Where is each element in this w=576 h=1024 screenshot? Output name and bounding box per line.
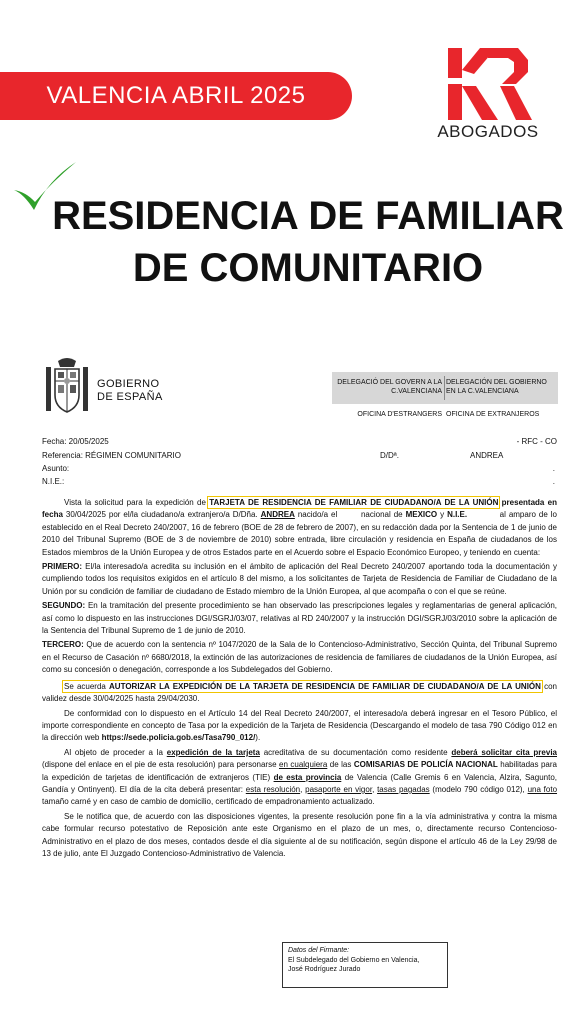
- coat-of-arms-icon: [44, 357, 90, 417]
- meta-row-fecha: [42, 437, 557, 448]
- asunto-dot: .: [552, 464, 555, 473]
- meta-row-nie: [42, 477, 557, 488]
- office-spanish: OFICINA DE EXTRANJEROS: [446, 411, 540, 418]
- nationality: MEXICO: [405, 510, 438, 520]
- delegation-divider: [444, 376, 445, 400]
- delegation-valencian: DELEGACIÓ DEL GOVERN A LA C.VALENCIANA: [337, 379, 442, 395]
- applicant-name-inline: ANDREA: [260, 510, 295, 520]
- kr-logo-icon: [440, 40, 536, 128]
- meta-row-asunto: [42, 464, 557, 475]
- fecha-text: Fecha: 20/05/2025: [42, 437, 109, 446]
- gov-line-2: DE ESPAÑA: [97, 391, 163, 403]
- signer-line-1: El Subdelegado del Gobierno en Valencia,: [288, 956, 420, 964]
- government-name: [97, 378, 163, 404]
- highlight-acuerda: Se acuerda AUTORIZAR LA EXPEDICIÓN DE LA TARJETA DE RESIDENCIA DE FAMILIAR DE CIUDADANO/A DE LA UNIÓN: [64, 681, 541, 691]
- paragraph-cita: Al objeto de proceder a la expedición de la tarjeta acreditativa de su documentación como residente deberá solicitar cita previa (dispone del enlace en el pie de esta resolución) para personarse en cualquiera de las COMISARIAS DE POLICÍA NACIONAL habilitadas para la expedición de tarjetas de identificación de extranjeros (TIE) de esta provincia de Valencia (Calle Gremis 6 en Valencia, Alzira, Sagunto, Gandía y Ontinyent). El día de la cita deberá presentar: esta resolución, pasaporte en vigor, tasas pagadas (modelo 790 código 012), una foto tamaño carné y en caso de cambio de domicilio, certificado de empadronamiento actualizado.: [42, 747, 558, 807]
- referencia-text: Referencia: RÉGIMEN COMUNITARIO: [42, 451, 181, 460]
- paragraph-recurso: Se le notifica que, de acuerdo con las disposiciones vigentes, la presente resolución pone fin a la vía administrativa y contra la misma cabe formular recurso potestativo de Reposición ante este Organismo en el plazo de un mes, o, directamente recurso Contencioso-Administrativo en el plazo de dos meses, contados desde el día siguiente al de su notificación, según dispone el artículo 46 de la Ley 29/98 de 13 de julio, ante El Juzgado Contencioso-Administrativo de Valencia.: [42, 811, 557, 858]
- page-title: [40, 190, 576, 294]
- signer-line-2: José Rodríguez Jurado: [288, 966, 361, 973]
- reference-code: - RFC - CO: [516, 437, 557, 446]
- applicant-name: ANDREA: [470, 451, 504, 460]
- resolution-body: [42, 497, 557, 862]
- asunto-label: Asunto:: [42, 464, 70, 473]
- signer-box: [282, 942, 448, 988]
- nie-label: N.I.E.:: [42, 477, 65, 486]
- dda-label: D/Dª.: [380, 451, 399, 460]
- signer-label: Datos del Firmante:: [288, 947, 350, 954]
- tasa-url-link[interactable]: https://sede.policia.gob.es/Tasa790_012/: [101, 733, 256, 743]
- gov-line-1: GOBIERNO: [97, 378, 160, 390]
- banner-text: VALENCIA ABRIL 2025: [46, 82, 306, 109]
- paragraph-solicitud: Vista la solicitud para la expedición de TARJETA DE RESIDENCIA DE FAMILIAR DE CIUDADANO/A DE LA UNIÓN presentada en fecha 30/04/2025 por el/la ciudadano/a extranjero/a D/Dña. ANDREA nacido/a el nacional de MEXICO y N.I.E. al amparo de lo establecido en el Real Decreto 240/2007, 16 de febrero (BOE de 28 de febrero de 2007), en su redacción dada por la Sentencia de 1 de junio de 2010 del Tribunal Supremo (BOE de 3 de noviembre de 2010) sobre entrada, libre circulación y residencia en España de ciudadanos de los Estados miembros de la Unión Europea y de otros Estados parte en el Acuerdo sobre el Espacio Económico Europeo, y teniendo en cuenta:: [42, 498, 557, 557]
- paragraph-acuerda: Se acuerda AUTORIZAR LA EXPEDICIÓN DE LA TARJETA DE RESIDENCIA DE FAMILIAR DE CIUDADANO/A DE LA UNIÓN con validez desde 30/04/2025 hasta 29/04/2030.: [42, 681, 558, 704]
- logo-brand-text: ABOGADOS: [437, 122, 539, 141]
- paragraph-tasa: De conformidad con lo dispuesto en el Artículo 14 del Real Decreto 240/2007, el interesado/a deberá ingresar en el Tesoro Público, el importe correspondiente en concepto de Tasa por la expedición de la Tarjeta de Residencia (Descargando el modelo de tasa 790 Código 012 en la dirección web https://sede.policia.gob.es/Tasa790_012/).: [42, 708, 557, 743]
- highlight-tarjeta: TARJETA DE RESIDENCIA DE FAMILIAR DE CIUDADANO/A DE LA UNIÓN: [209, 498, 499, 507]
- title-line-1: RESIDENCIA DE FAMILIAR: [52, 194, 564, 238]
- nie-dot: .: [552, 477, 555, 486]
- meta-row-referencia: [42, 451, 557, 462]
- paragraph-primero: PRIMERO: El/la interesado/a acredita su inclusión en el ámbito de aplicación del Real Decreto 240/2007 aportando toda la documentación y cumpliendo todos los requisitos exigidos en el artículo 8 del mismo, a los solicitantes de Tarjeta de Residencia de Familiar de Ciudadano de la Unión por su condición de familiar de ciudadano de Estado miembro de la Unión Europea, al que acompaña o con el que se reúne.: [42, 562, 557, 596]
- paragraph-tercero: TERCERO: Que de acuerdo con la sentencia nº 1047/2020 de la Sala de lo Contencioso-Administrativo, Sección Quinta, del Tribunal Supremo en el Recurso de Casación nº 6680/2018, la extinción de las autorizaciones de residencia de familiares de ciudadanos de la Unión Europea, así como su concesión o denegación, corresponde a los Subdelegados del Gobierno.: [42, 640, 557, 675]
- delegation-spanish: DELEGACIÓN DEL GOBIERNO EN LA C.VALENCIANA: [446, 379, 547, 395]
- title-line-2: DE COMUNITARIO: [132, 246, 484, 290]
- paragraph-segundo: SEGUNDO: En la tramitación del presente procedimiento se han observado las prescripciones legales y reglamentarias de general aplicación, así como lo dispuesto en las instrucciones DGI/SGRJ/03/07, relativas al RD 240/2007 y la instrucción DGI/SGRJ/03/2010 sobre la aplicación de la Sentencia del Tribunal Supremo de 1 de junio de 2010.: [42, 601, 557, 636]
- office-valencian: OFICINA D'ESTRANGERS: [357, 411, 442, 418]
